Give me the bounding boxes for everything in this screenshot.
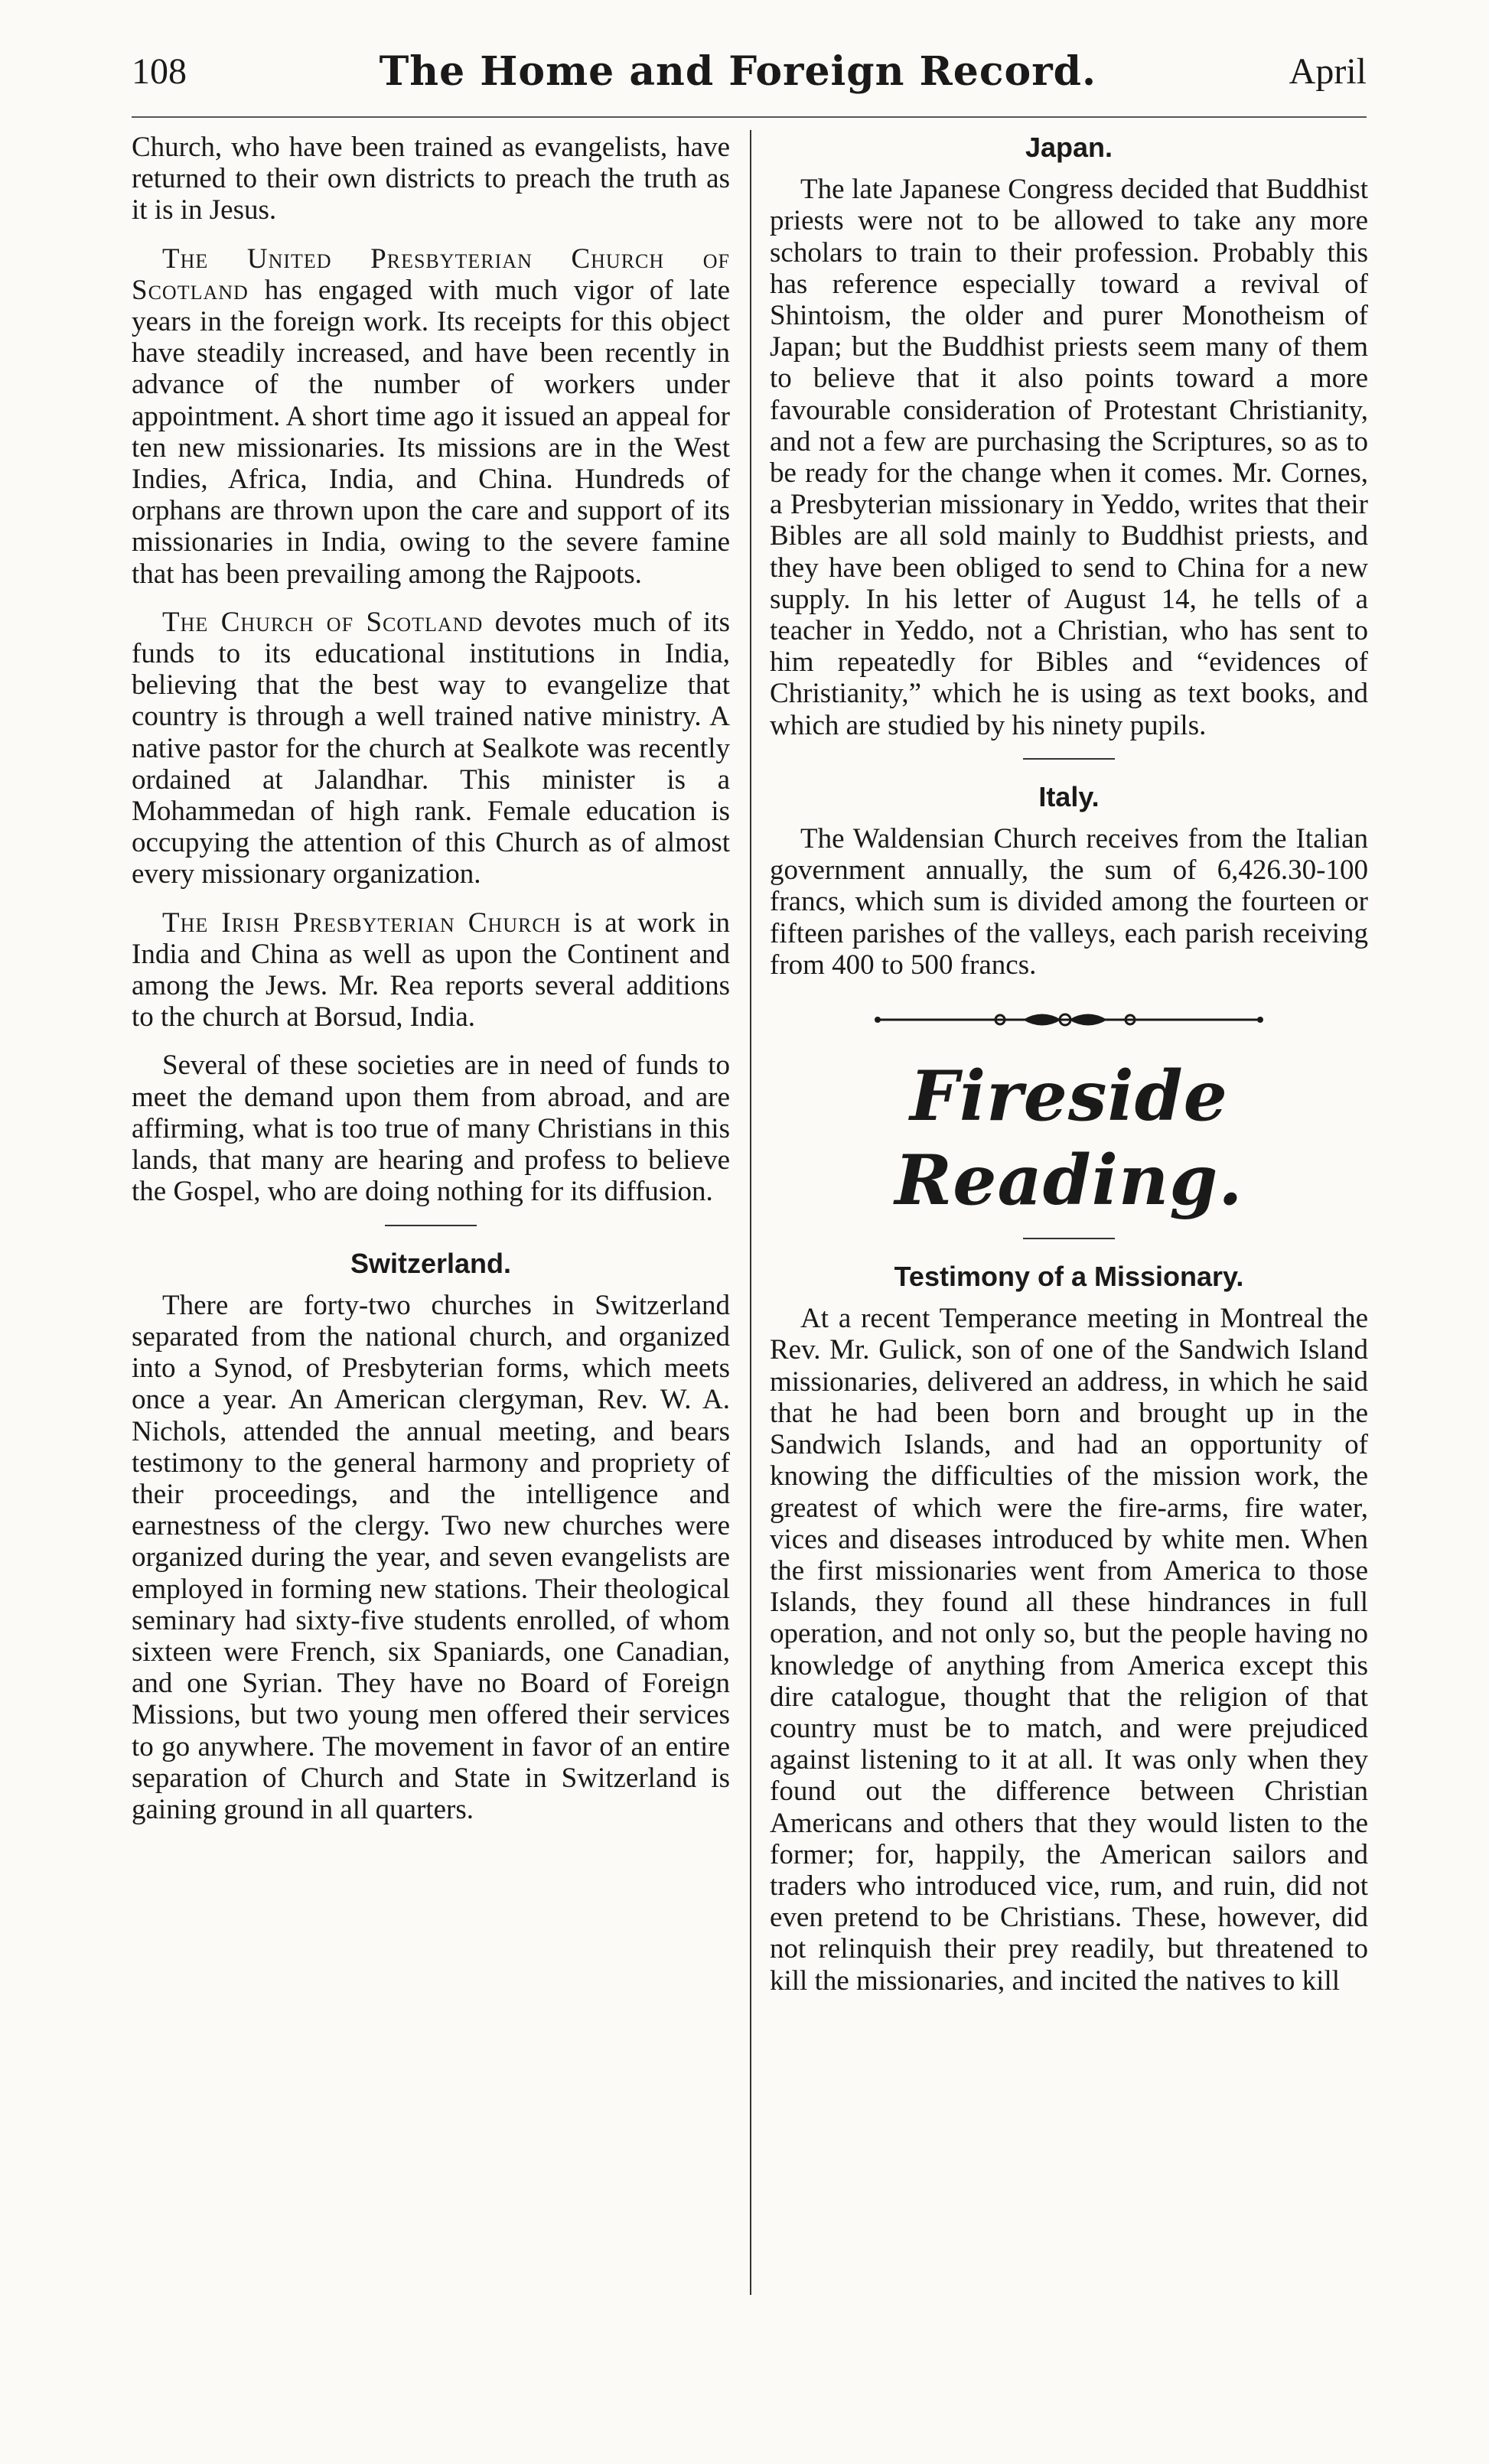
issue-month: April [1289,50,1367,92]
header-rule [132,116,1367,118]
paragraph-funds: Several of these societies are in need of funds to meet the demand upon them from abroad, and are affirming, what is too true of many Christians in this lands, that many are hearing and profess to believe the Gospel, who are doing nothing for its diffusion. [132,1050,730,1208]
text-church-of-scotland: devotes much of its funds to its educational institutions in India, believing that the best way to evangelize that country is through a well trained native ministry. A native pastor for the church at Sealkote was recently ordained at Jalandhar. This minister is a Mohammedan of high rank. Female education is occupying the attention of this Church as of almost every missionary organization. [132,606,730,890]
heading-testimony: Testimony of a Missionary. [894,1261,1244,1293]
paragraph-evangelists: Church, who have been trained as evangelists, have returned to their own districts to preach the truth as it is in Jesus. [132,132,730,226]
page-header [132,37,1367,106]
heading-fireside-reading: Fireside Reading. [894,1056,1243,1222]
heading-japan: Japan. [1025,132,1113,163]
page-number: 108 [132,50,187,92]
left-column [132,132,730,2326]
text-irish-presbyterian: is at work in India and China as well as upon the Continent and among the Jews. Mr. Rea reports several additions to the church at Borsud, India. [132,907,730,1033]
heading-italy: Italy. [1038,780,1100,812]
lead-church-of-scotland: The Church of Scotland [162,606,484,638]
paragraph-united-presbyterian [132,243,730,590]
paragraph-japan: The late Japanese Congress decided that Buddhist priests were not to be allowed to take any more scholars to train to their profession. Probably this has reference especially toward a revival of Shintoism, the older and purer Monotheism of Japan; but the Buddhist priests seem many of them to believe that it also points toward a more favourable consideration of Protestant Christianity, and not a few are purchasing the Scriptures, so as to be ready for the change when it comes. Mr. Cornes, a Presbyterian missionary in Yeddo, writes that their Bibles are all sold mainly to Buddhist priests, and they have been obliged to send to China for a new supply. In his letter of August 14, he tells of a teacher in Yeddo, not a Christian, who has sent to him repeatedly for Bibles and “evidences of Christianity,” which he is using as text books, and which are studied by his ninety pupils. [770,174,1368,741]
section-rule [1023,758,1115,760]
section-rule [1023,1238,1115,1239]
paragraph-italy: The Waldensian Church receives from the Italian government annually, the sum of 6,426.30-100 francs, which sum is divided among the fourteen or fifteen parishes of the valleys, each parish receiving from 400 to 500 francs. [770,823,1368,981]
heading-switzerland: Switzerland. [350,1247,512,1279]
paragraph-irish-presbyterian [132,907,730,1033]
lead-united-presbyterian: The United Presbyterian Church of Scotland [132,242,730,306]
right-column [770,132,1368,2326]
running-title: The Home and Foreign Record. [379,47,1097,95]
paragraph-testimony: At a recent Temperance meeting in Montreal the Rev. Mr. Gulick, son of one of the Sandwich Island missionaries, delivered an address, in which he said that he had been born and brought up in the Sandwich Islands, and had an opportunity of knowing the difficulties of the mission work, the greatest of which were the fire-arms, fire water, vices and diseases introduced by white men. When the first missionaries went from America to those Islands, they found all these hindrances in full operation, and not only so, but the people having no knowledge of anything from America except this dire catalogue, thought that the religion of that country must be to match, and were prejudiced against listening to it at all. It was only when they found out the difference between Christian Americans and others that they would listen to the former; for, happily, the American sailors and traders who introduced vice, rum, and ruin, did not even pretend to be Christians. These, however, did not relinquish their prey readily, but threatened to kill the missionaries, and incited the natives to kill [770,1303,1368,1997]
paragraph-switzerland: There are forty-two churches in Switzerland separated from the national church, and organized into a Synod, of Presbyterian forms, which meets once a year. An American clergyman, Rev. W. A. Nichols, attended the annual meeting, and bears testimony to the general harmony and propriety of their proceedings, and the intelligence and earnestness of the clergy. Two new churches were organized during the year, and seven evangelists are employed in forming new stations. Their theological seminary had sixty-five students enrolled, of whom sixteen were French, six Spaniards, one Canadian, and one Syrian. They have no Board of Foreign Missions, but two young men offered their services to go anywhere. The movement in favor of an entire separation of Church and State in Switzerland is gaining ground in all quarters. [132,1289,730,1825]
column-divider [750,130,751,2295]
ornament-divider [870,1008,1268,1031]
lead-irish-presbyterian: The Irish Presbyterian Church [162,907,562,939]
section-rule [385,1225,477,1226]
paragraph-church-of-scotland [132,607,730,890]
text-united-presbyterian: has engaged with much vigor of late years in the foreign work. Its receipts for this object have steadily increased, and have been recently in advance of the number of workers under appointment. A short time ago it issued an appeal for ten new missionaries. Its missions are in the West Indies, Africa, India, and China. Hundreds of orphans are thrown upon the care and support of its missionaries in India, owing to the severe famine that has been prevailing among the Rajpoots. [132,274,730,590]
